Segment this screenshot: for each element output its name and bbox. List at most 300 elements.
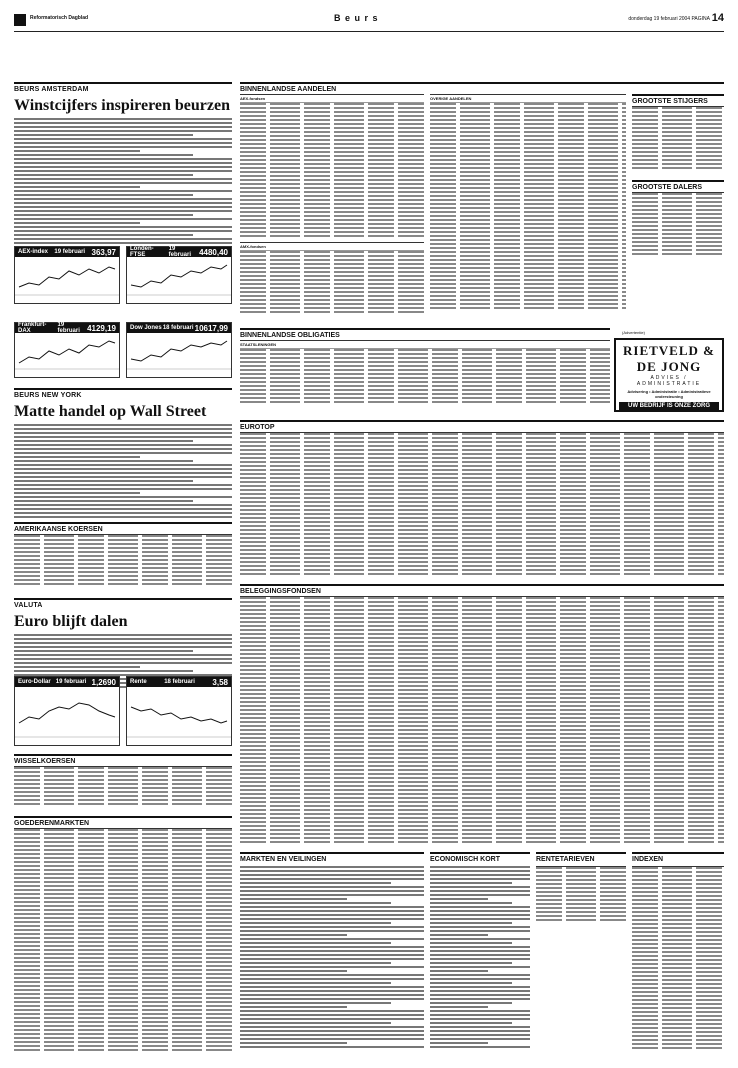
table-row [240, 693, 724, 695]
table-row [240, 147, 424, 149]
table-row [632, 1019, 724, 1021]
table-row [14, 893, 232, 895]
text-line [240, 910, 424, 912]
chart-londen-plot [127, 257, 231, 303]
chart-title: Dow Jones [130, 325, 162, 331]
chart-value: 4129,19 [87, 323, 116, 333]
table-row [430, 115, 626, 117]
table-row [240, 187, 424, 189]
table-row [632, 1043, 724, 1045]
section-beleggingsfondsen: BELEGGINGSFONDSEN [240, 584, 724, 595]
table-row [14, 909, 232, 911]
text-line [430, 878, 530, 880]
table-row [240, 469, 724, 471]
table-row [632, 959, 724, 961]
text-line [430, 894, 530, 896]
table-row [240, 813, 724, 815]
text-line [14, 440, 193, 442]
chart-euro-dollar [14, 676, 120, 746]
table-row [632, 875, 724, 877]
table-row [430, 203, 626, 205]
chart-aex-plot [15, 257, 119, 303]
text-line [430, 918, 530, 920]
text-line [14, 178, 232, 180]
chart-date: 19 februari [55, 679, 87, 685]
table-row [240, 713, 724, 715]
table-row [240, 801, 724, 803]
table-row [14, 767, 232, 769]
table-row [536, 883, 626, 885]
table-header: STAATSLENINGEN [240, 341, 610, 349]
table-row [240, 303, 424, 305]
text-line [240, 930, 424, 932]
table-row [632, 903, 724, 905]
table-row [632, 883, 724, 885]
table-eurotop [240, 432, 724, 580]
text-line [14, 452, 232, 454]
table-row [240, 107, 424, 109]
chart-title: Frankfurt-DAX [18, 322, 47, 334]
table-grootste-dalers [632, 192, 724, 262]
text-line [430, 1006, 488, 1008]
table-row [14, 783, 232, 785]
table-row [240, 749, 724, 751]
table-row [240, 825, 724, 827]
text-line [430, 1002, 512, 1004]
text-line [430, 934, 488, 936]
table-row [632, 879, 724, 881]
article-markten-body [240, 866, 424, 1050]
table-row [430, 235, 626, 237]
text-line [14, 118, 232, 120]
table-row [632, 915, 724, 917]
table-row [430, 283, 626, 285]
text-line [14, 642, 232, 644]
table-row [536, 875, 626, 877]
table-row [240, 625, 724, 627]
text-line [14, 230, 232, 232]
table-row [632, 1039, 724, 1041]
text-line [430, 942, 512, 944]
table-row [632, 927, 724, 929]
table-row [14, 1041, 232, 1043]
advertisement-label: (Advertentie) [622, 330, 645, 335]
table-row [14, 1021, 232, 1023]
table-row [240, 397, 610, 399]
table-row [430, 123, 626, 125]
table-row [240, 509, 724, 511]
table-row [240, 123, 424, 125]
table-row [632, 983, 724, 985]
table-row [536, 887, 626, 889]
table-row [14, 1001, 232, 1003]
table-row [430, 211, 626, 213]
table-row [240, 737, 724, 739]
text-line [14, 206, 232, 208]
table-row [240, 223, 424, 225]
chart-rente-plot [127, 687, 231, 745]
table-row [14, 885, 232, 887]
table-row [14, 949, 232, 951]
table-row [536, 915, 626, 917]
advertisement [614, 338, 724, 412]
table-row [632, 163, 724, 165]
table-row [14, 1033, 232, 1035]
chart-date: 19 februari [57, 322, 80, 334]
table-indexen [632, 866, 724, 1054]
text-line [14, 508, 232, 510]
text-line [240, 962, 391, 964]
chart-aex [14, 246, 120, 304]
text-line [430, 990, 530, 992]
table-row [240, 733, 724, 735]
text-line [240, 894, 424, 896]
table-row [632, 233, 724, 235]
text-line [240, 906, 424, 908]
text-line [14, 226, 232, 228]
text-line [240, 1030, 424, 1032]
table-row [14, 771, 232, 773]
table-row [14, 957, 232, 959]
text-line [430, 930, 530, 932]
table-row [240, 597, 724, 599]
table-row [240, 143, 424, 145]
text-line [430, 946, 530, 948]
chart-title: Euro-Dollar [18, 679, 51, 685]
table-row [14, 1005, 232, 1007]
table-row [430, 127, 626, 129]
table-row [240, 183, 424, 185]
table-row [240, 215, 424, 217]
table-row [632, 209, 724, 211]
table-row [14, 841, 232, 843]
text-line [430, 1022, 512, 1024]
text-line [430, 1014, 530, 1016]
table-row [240, 235, 424, 237]
chart-date: 18 februari [162, 325, 194, 331]
table-row [240, 493, 724, 495]
table-row [430, 191, 626, 193]
text-line [240, 918, 424, 920]
table-row [14, 969, 232, 971]
table-row [14, 849, 232, 851]
table-row [240, 541, 724, 543]
table-row [632, 221, 724, 223]
table-row [240, 291, 424, 293]
table-row [430, 239, 626, 241]
left-column [14, 82, 232, 246]
table-row [632, 147, 724, 149]
table-row [632, 1023, 724, 1025]
article-kicker: VALUTA [14, 598, 232, 609]
table-row [430, 187, 626, 189]
table-row [632, 967, 724, 969]
text-line [14, 634, 232, 636]
text-line [430, 890, 530, 892]
text-line [430, 966, 530, 968]
table-row [632, 143, 724, 145]
table-row [240, 557, 724, 559]
masthead [14, 10, 724, 32]
table-row [14, 965, 232, 967]
chart-frankfurt [14, 322, 120, 378]
table-row [632, 119, 724, 121]
table-row [240, 381, 610, 383]
text-line [240, 1046, 424, 1048]
text-line [240, 1018, 424, 1020]
table-row [14, 539, 232, 541]
text-line [240, 878, 424, 880]
table-row [430, 179, 626, 181]
table-row [430, 103, 626, 105]
text-line [240, 958, 424, 960]
table-row [632, 943, 724, 945]
table-row [632, 891, 724, 893]
table-row [14, 837, 232, 839]
table-row [14, 997, 232, 999]
table-row [632, 241, 724, 243]
table-row [240, 521, 724, 523]
table-row [430, 167, 626, 169]
table-row [430, 151, 626, 153]
text-line [14, 134, 193, 136]
table-rows [240, 349, 610, 403]
table-row [632, 127, 724, 129]
newspaper-logo-icon [14, 14, 26, 26]
table-row [240, 701, 724, 703]
table-row [240, 473, 724, 475]
table-row [14, 1029, 232, 1031]
table-rows [240, 251, 424, 313]
table-row [240, 497, 724, 499]
table-row [240, 773, 724, 775]
chart-value: 363,97 [91, 247, 116, 257]
text-line [430, 926, 530, 928]
table-rentetarieven [536, 866, 626, 926]
table-row [536, 879, 626, 881]
table-row [632, 871, 724, 873]
table-row [240, 119, 424, 121]
table-row [430, 195, 626, 197]
text-line [240, 890, 424, 892]
table-row [240, 705, 724, 707]
chart-value: 3,58 [212, 677, 228, 687]
text-line [14, 456, 140, 458]
table-row [240, 537, 724, 539]
table-row [14, 779, 232, 781]
table-row [240, 151, 424, 153]
text-line [240, 1042, 347, 1044]
table-row [632, 135, 724, 137]
table-row [240, 485, 724, 487]
text-line [240, 1034, 424, 1036]
text-line [14, 234, 193, 236]
table-row [14, 913, 232, 915]
table-row [240, 741, 724, 743]
table-row [14, 775, 232, 777]
table-row [240, 545, 724, 547]
article-kicker: BEURS NEW YORK [14, 388, 232, 399]
text-line [14, 138, 232, 140]
table-row [240, 199, 424, 201]
text-line [240, 978, 424, 980]
table-row [240, 219, 424, 221]
table-row [536, 903, 626, 905]
table-row [240, 373, 610, 375]
article-headline: Euro blijft dalen [14, 613, 128, 630]
table-row [240, 637, 724, 639]
table-row [240, 357, 610, 359]
table-row [632, 995, 724, 997]
newspaper-page [14, 10, 724, 1058]
text-line [430, 902, 512, 904]
table-row [240, 131, 424, 133]
table-row [14, 869, 232, 871]
text-line [430, 882, 512, 884]
table-row [240, 263, 424, 265]
table-row [430, 295, 626, 297]
table-row [240, 565, 724, 567]
table-row [430, 147, 626, 149]
table-row [632, 971, 724, 973]
table-row [240, 601, 724, 603]
text-line [430, 998, 530, 1000]
text-line [430, 978, 530, 980]
table-row [632, 911, 724, 913]
table-row [536, 867, 626, 869]
table-row [632, 987, 724, 989]
table-row [632, 205, 724, 207]
text-line [14, 468, 232, 470]
section-grootste-stijgers: GROOTSTE STIJGERS [632, 94, 724, 105]
table-row [14, 889, 232, 891]
table-row [240, 573, 724, 575]
text-line [14, 500, 193, 502]
table-row [632, 139, 724, 141]
table-row [430, 243, 626, 245]
table-row [240, 295, 424, 297]
table-row [632, 887, 724, 889]
table-row [240, 259, 424, 261]
chart-londen [126, 246, 232, 304]
text-line [240, 914, 424, 916]
table-row [240, 685, 724, 687]
text-line [14, 154, 193, 156]
text-line [240, 1006, 347, 1008]
table-row [240, 115, 424, 117]
text-line [14, 214, 193, 216]
table-row [14, 1009, 232, 1011]
text-line [14, 210, 232, 212]
table-row [240, 817, 724, 819]
table-row [240, 645, 724, 647]
table-row [632, 201, 724, 203]
table-row [632, 899, 724, 901]
text-line [14, 504, 232, 506]
table-row [632, 1027, 724, 1029]
table-row [240, 175, 424, 177]
text-line [14, 202, 232, 204]
text-line [14, 146, 232, 148]
table-row [632, 931, 724, 933]
text-line [14, 496, 232, 498]
table-row [240, 311, 424, 313]
table-row [14, 877, 232, 879]
table-row [240, 457, 724, 459]
table-row [240, 561, 724, 563]
table-row [14, 555, 232, 557]
table-row [632, 245, 724, 247]
table-row [632, 253, 724, 255]
text-line [430, 910, 530, 912]
text-line [14, 238, 232, 240]
text-line [430, 962, 512, 964]
text-line [240, 870, 424, 872]
text-line [14, 464, 232, 466]
table-amerikaanse-koersen [14, 534, 232, 590]
text-line [14, 222, 140, 224]
section-markten-en-veilingen: MARKTEN EN VEILINGEN [240, 852, 424, 863]
text-line [14, 242, 232, 244]
table-row [240, 449, 724, 451]
table-row [14, 543, 232, 545]
table-row [632, 867, 724, 869]
text-line [430, 886, 530, 888]
text-line [14, 492, 140, 494]
table-row [632, 975, 724, 977]
table-row [632, 107, 724, 109]
table-row [14, 977, 232, 979]
text-line [14, 472, 232, 474]
table-row [240, 139, 424, 141]
table-row [632, 1011, 724, 1013]
table-row [240, 553, 724, 555]
text-line [14, 512, 232, 514]
table-row [632, 249, 724, 251]
text-line [14, 432, 232, 434]
chart-dowjones-plot [127, 333, 231, 377]
table-row [14, 981, 232, 983]
table-row [240, 769, 724, 771]
chart-title: Londen-FTSE [130, 246, 154, 258]
article-headline: Winstcijfers inspireren beurzen [14, 97, 230, 114]
table-row [240, 251, 424, 253]
table-row [14, 845, 232, 847]
text-line [14, 170, 232, 172]
table-row [14, 933, 232, 935]
text-line [240, 926, 424, 928]
table-row [430, 247, 626, 249]
paper-name: Reformatorisch Dagblad [30, 15, 89, 21]
ad-tagline: Advisering • Administratie • Administratieve ondersteuning [627, 389, 711, 399]
text-line [430, 914, 530, 916]
table-row [430, 171, 626, 173]
table-header: OVERIGE AANDELEN [430, 95, 626, 103]
text-line [14, 448, 232, 450]
text-line [14, 484, 232, 486]
table-row [14, 897, 232, 899]
table-row [14, 579, 232, 581]
table-row [430, 119, 626, 121]
text-line [14, 190, 232, 192]
text-line [430, 1042, 488, 1044]
text-line [14, 436, 232, 438]
table-row [632, 1047, 724, 1049]
table-row [240, 821, 724, 823]
chart-title: AEX-index [18, 249, 49, 255]
table-row [632, 1015, 724, 1017]
text-line [240, 954, 424, 956]
